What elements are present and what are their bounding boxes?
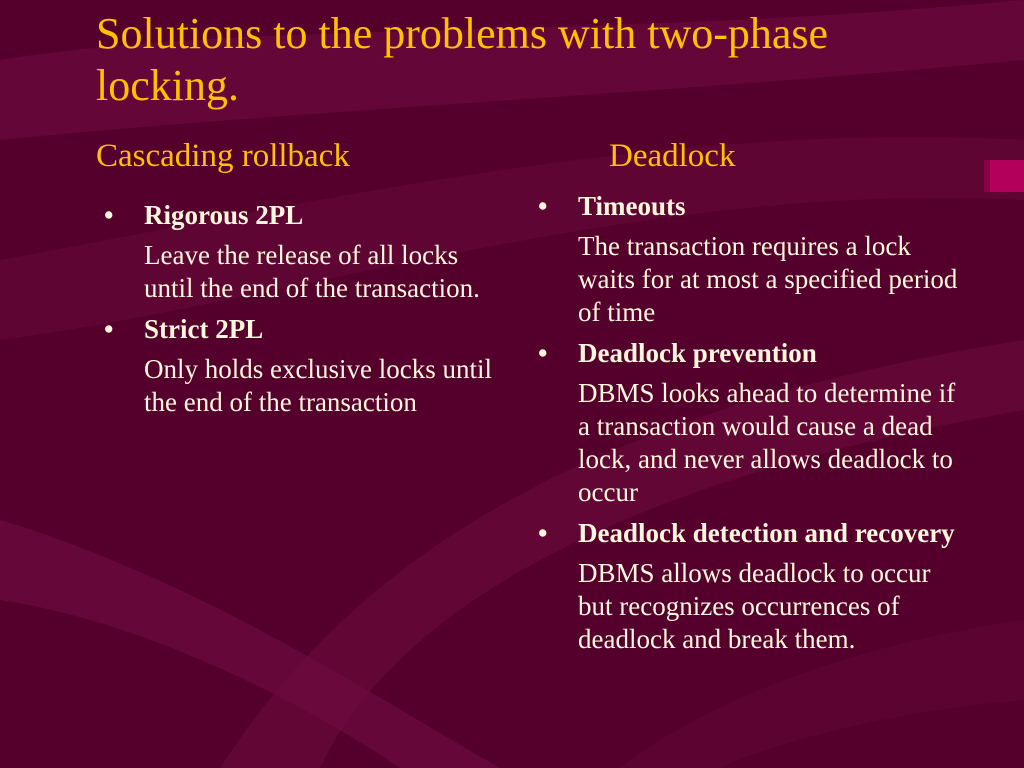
- item-description: The transaction requires a lock waits for at most a specified period of time: [578, 231, 958, 327]
- bullet-icon: •: [104, 200, 114, 230]
- list-item: [104, 199, 514, 305]
- item-title: Timeouts: [578, 191, 686, 221]
- bullet-icon: •: [104, 314, 114, 344]
- column-heading-cascading-rollback: Cascading rollback: [96, 138, 350, 174]
- item-title: Strict 2PL: [144, 314, 264, 344]
- item-title: Rigorous 2PL: [144, 200, 304, 230]
- bullet-icon: •: [538, 191, 548, 221]
- item-description: DBMS allows deadlock to occur but recognizes occurrences of deadlock and break them.: [578, 558, 931, 654]
- column-heading-deadlock: Deadlock: [609, 138, 736, 174]
- bullet-icon: •: [538, 518, 548, 548]
- list-item: [538, 517, 958, 656]
- right-column: [538, 190, 958, 664]
- item-description: Leave the release of all locks until the end of the transaction.: [144, 240, 480, 303]
- item-title: Deadlock prevention: [578, 338, 817, 368]
- item-description: Only holds exclusive locks until the end of the transaction: [144, 354, 492, 417]
- list-item: [538, 190, 958, 329]
- list-item: [538, 337, 958, 509]
- list-item: [104, 313, 514, 419]
- left-column: [104, 199, 514, 427]
- item-title: Deadlock detection and recovery: [578, 518, 955, 548]
- accent-tab: [990, 160, 1024, 192]
- bullet-icon: •: [538, 338, 548, 368]
- item-description: DBMS looks ahead to determine if a transaction would cause a dead lock, and never allows deadlock to occur: [578, 378, 956, 507]
- slide-title: Solutions to the problems with two-phase locking.: [96, 9, 829, 110]
